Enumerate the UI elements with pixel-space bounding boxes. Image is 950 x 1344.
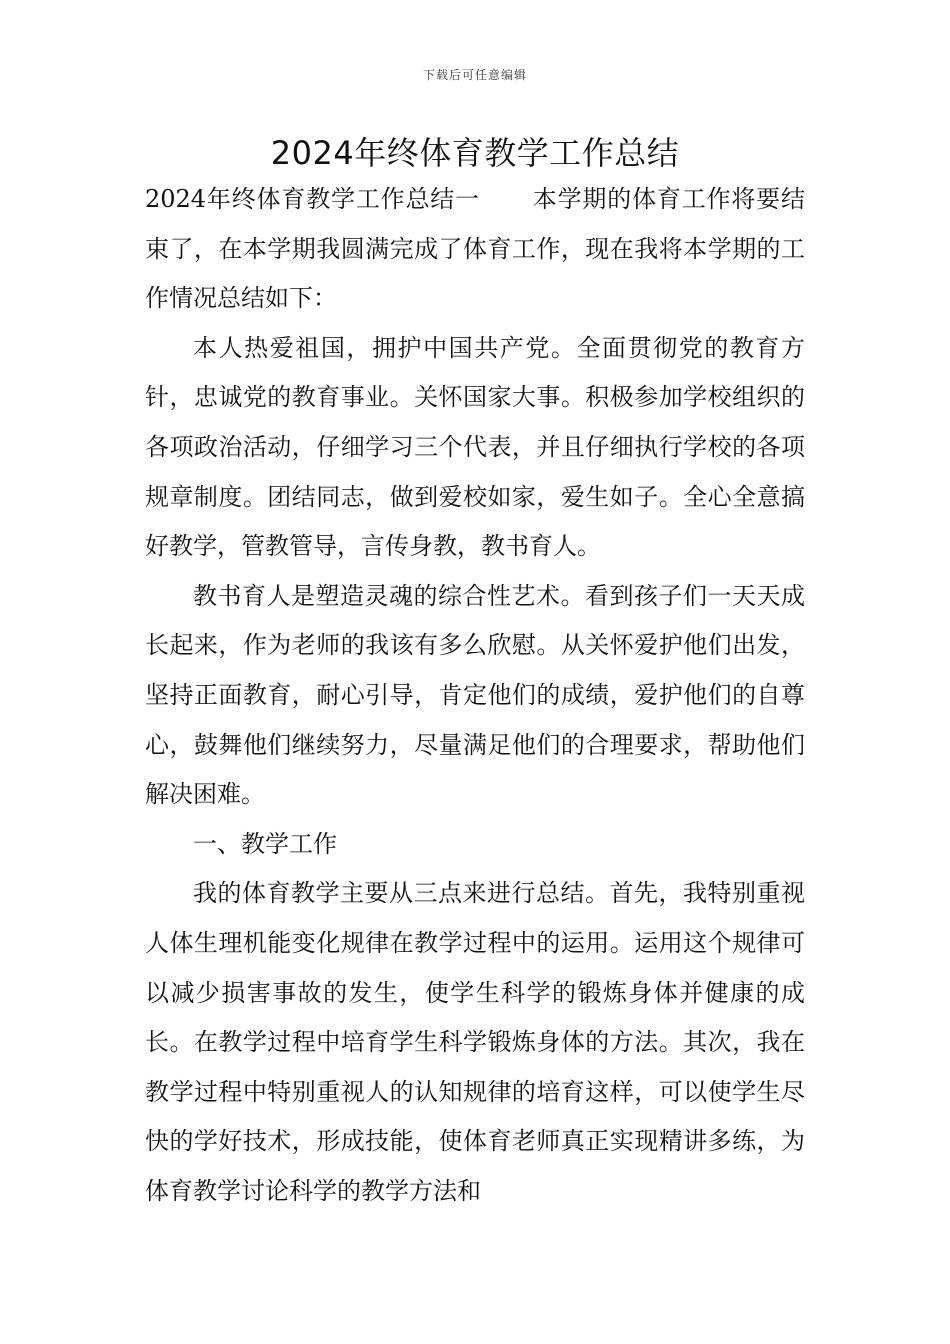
paragraph-2: 教书育人是塑造灵魂的综合性艺术。看到孩子们一天天成长起来，作为老师的我该有多么欣慰。从关怀爱护他们出发，坚持正面教育，耐心引导，肯定他们的成绩，爱护他们的自尊心，鼓舞他们继续努力，尽量满足他们的合理要求，帮助他们解决困难。 <box>145 581 805 809</box>
intro-paragraph <box>145 175 805 324</box>
document-title: 2024年终体育教学工作总结 <box>270 134 680 172</box>
paragraph-1: 本人热爱祖国，拥护中国共产党。全面贯彻党的教育方针，忠诚党的教育事业。关怀国家大事。积极参加学校组织的各项政治活动，仔细学习三个代表，并且仔细执行学校的各项规章制度。团结同志，做到爱校如家，爱生如子。全心全意搞好教学，管教管导，言传身教，教书育人。 <box>145 333 805 561</box>
intro-text: 本学期的体育工作将要结束了，在本学期我圆满完成了体育工作，现在我将本学期的工作情况总结如下： <box>145 185 806 313</box>
paragraph-3: 我的体育教学主要从三点来进行总结。首先，我特别重视人体生理机能变化规律在教学过程中的运用。运用这个规律可以减少损害事故的发生，使学生科学的锻炼身体并健康的成长。在教学过程中培育学生科学锻炼身体的方法。其次，我在教学过程中特别重视人的认知规律的培育这样，可以使学生尽快的学好技术，形成技能，使体育老师真正实现精讲多练，为体育教学讨论科学的教学方法和 <box>145 879 805 1205</box>
document-body <box>145 175 805 1216</box>
section-heading-teaching: 一、教学工作 <box>193 829 337 858</box>
header-note: 下载后可任意编辑 <box>422 68 527 82</box>
intro-lead: 2024年终体育教学工作总结一 <box>145 185 480 213</box>
